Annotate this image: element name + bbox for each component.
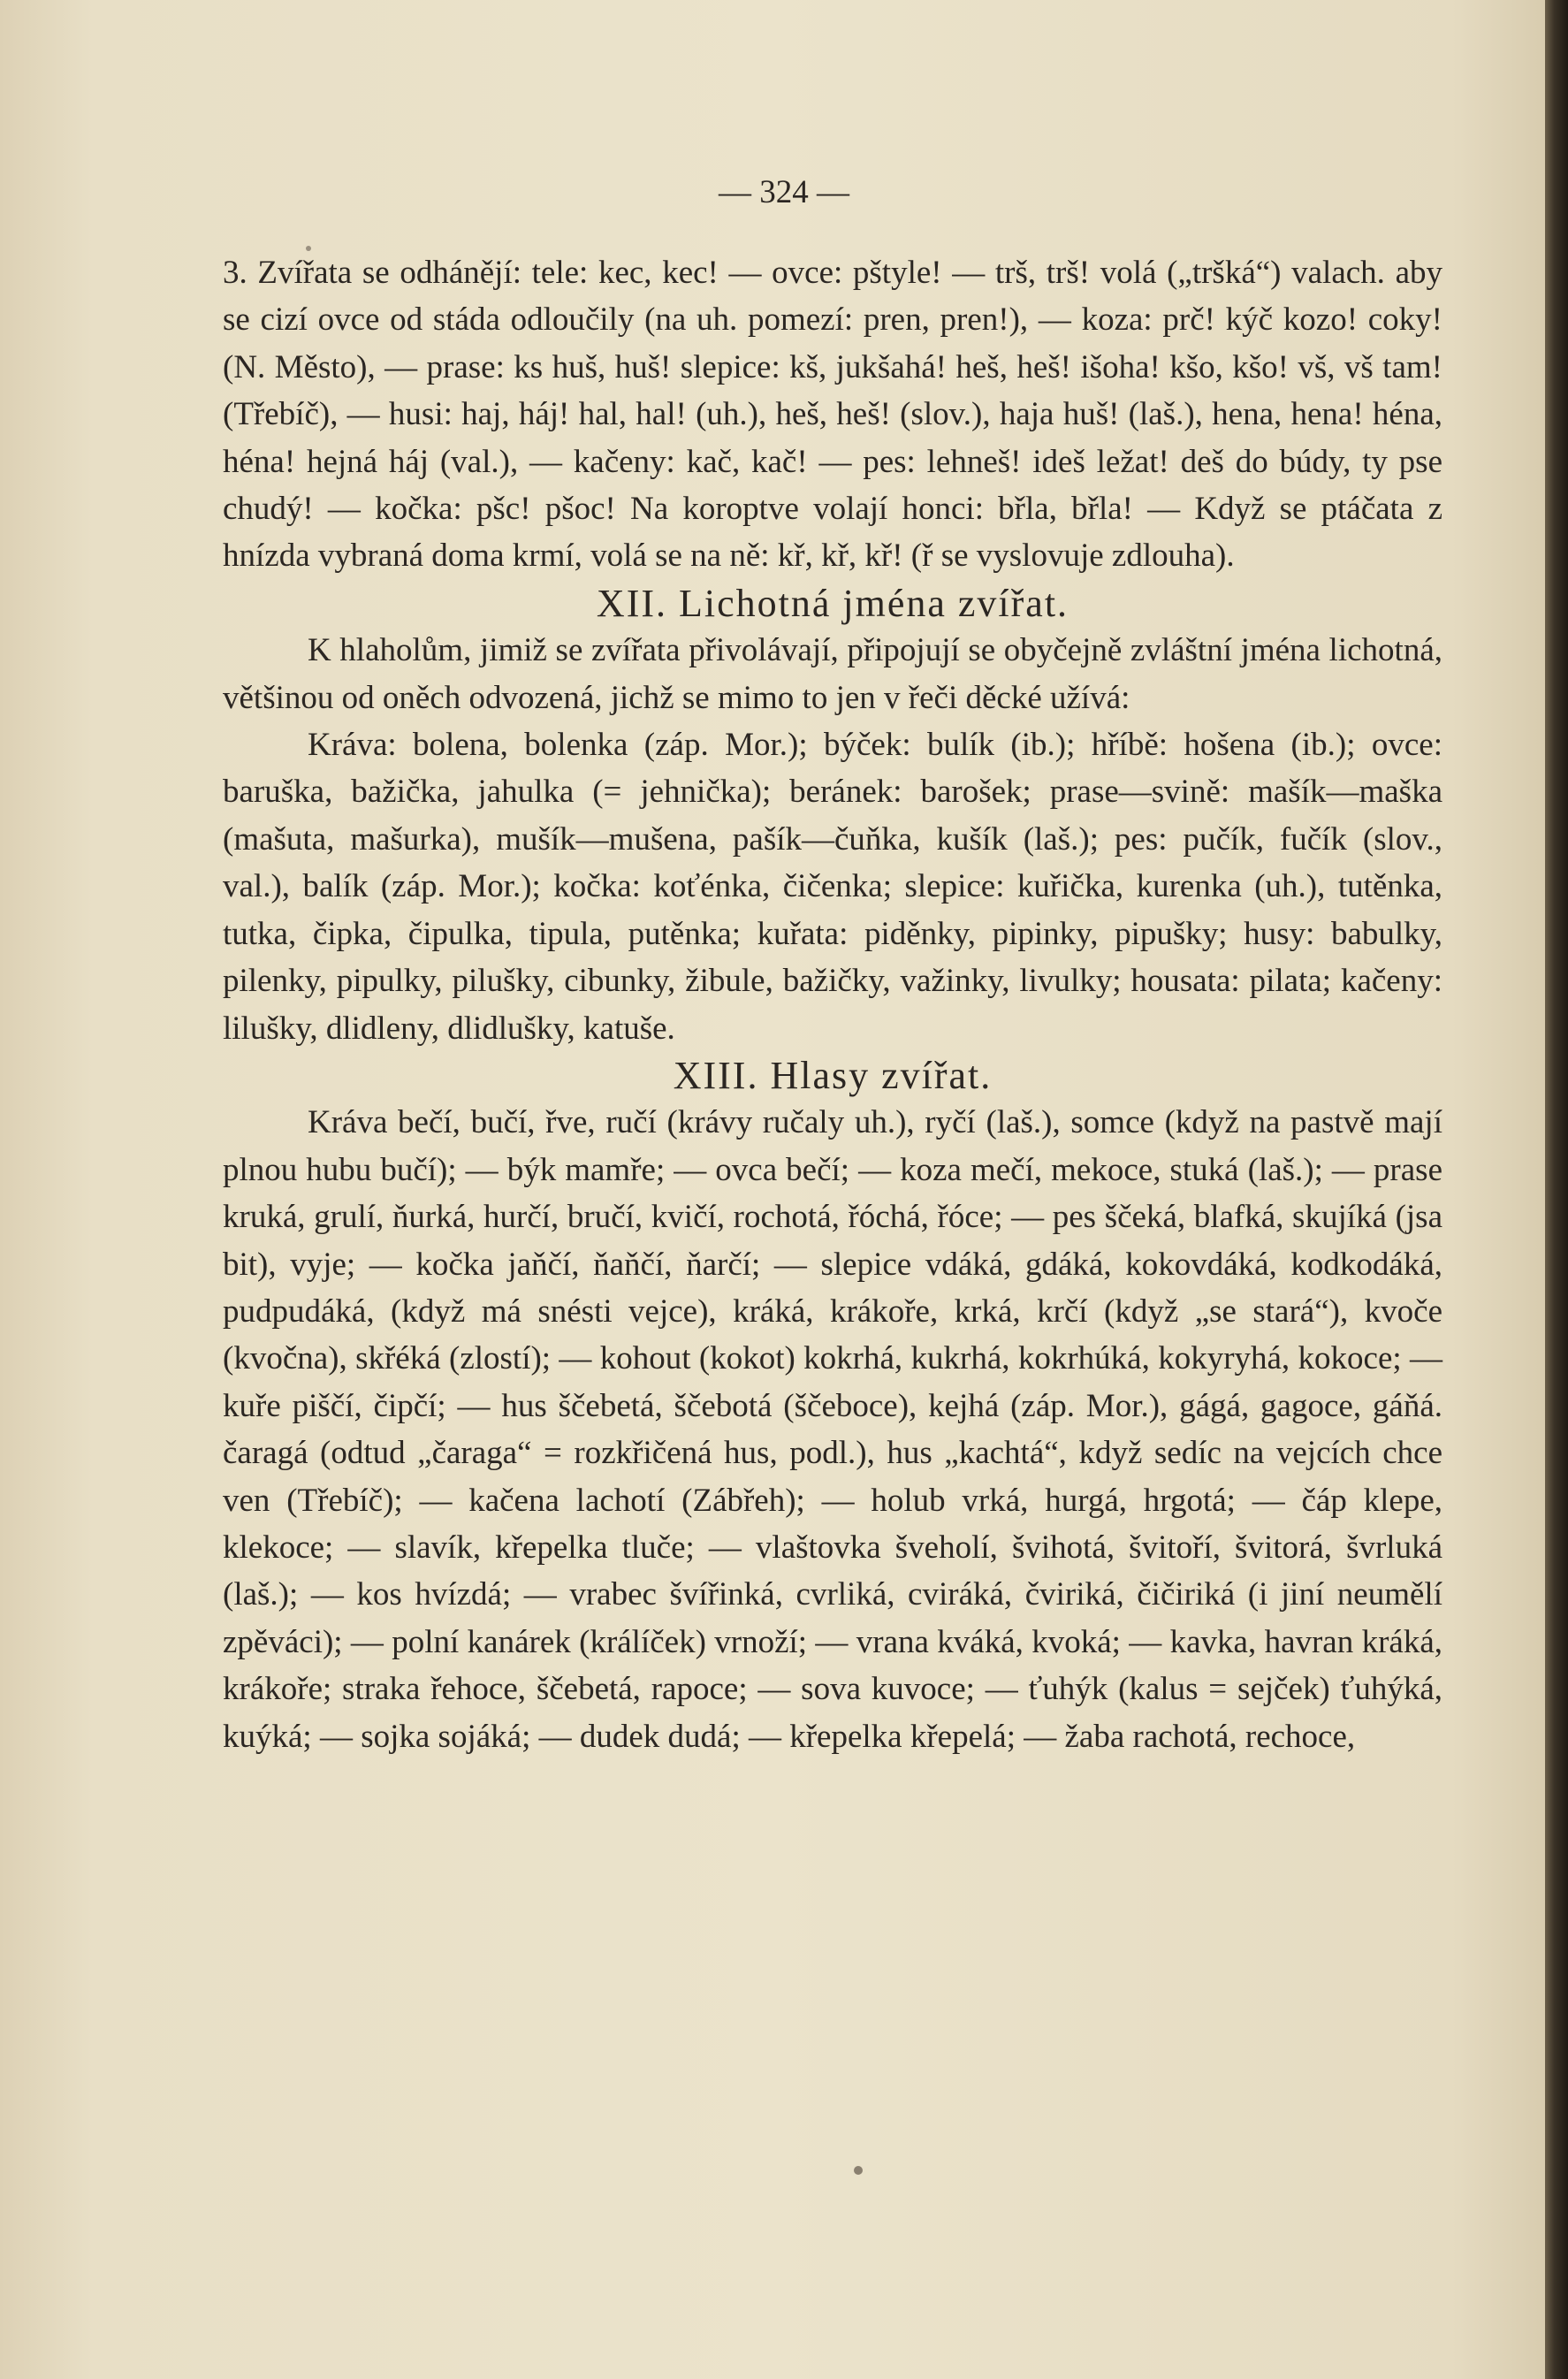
body-text bbox=[223, 249, 1442, 1760]
page-number: — 324 — bbox=[719, 174, 849, 210]
paragraph-xii-intro: K hlaholům, jimiž se zvířata přivolávají, připojují se obyčejně zvláštní jména lichotná, většinou od oněch odvozená, jichž se mimo to jen v řeči děcké užívá: bbox=[223, 632, 1442, 716]
ink-dot bbox=[854, 2166, 863, 2175]
paragraph-xii-names: Kráva: bolena, bolenka (záp. Mor.); býček: bulík (ib.); hříbě: hošena (ib.); ovce: baruška, bažička, jahulka (= jehnička); beránek: barošek; prase—svině: mašík—maška (mašuta, mašurka), mušík—mušena, pašík—čuňka, kušík (laš.); pes: pučík, fučík (slov., val.), balík (záp. Mor.); kočka: koťénka, čičenka; slepice: kuřička, kurenka (uh.), tutěnka, tutka, čipka, čipulka, tipula, putěnka; kuřata: piděnky, pipinky, pipušky; husy: babulky, pilenky, pipulky, pilušky, cibunky, žibule, bažičky, važinky, livulky; housata: pilata; kačeny: lilušky, dlidleny, dlidlušky, katuše. bbox=[223, 727, 1442, 1047]
book-spine bbox=[1545, 0, 1568, 2379]
heading-xii: XII. Lichotná jména zvířat. bbox=[596, 581, 1069, 625]
heading-xiii: XIII. Hlasy zvířat. bbox=[673, 1053, 993, 1097]
section-3-paragraph: 3. Zvířata se odhánějí: tele: kec, kec! — ovce: pštyle! — trš, trš! volá („tršká“) valach. aby se cizí ovce od stáda odloučily (na uh. pomezí: pren, pren!), — koza: prč! kýč kozo! coky! (N. Město), — prase: ks huš, huš! slepice: kš, jukšahá! heš, heš! išoha! kšo, kšo! vš, vš tam! (Třebíč), — husi: haj, háj! hal, hal! (uh.), heš, heš! (slov.), haja huš! (laš.), hena, hena! héna, héna! hejná háj (val.), — kačeny: kač, kač! — pes: lehneš! ideš ležat! deš do búdy, ty pse chudý! — kočka: pšc! pšoc! Na koroptve volají honci: břla, břla! — Když se ptáčata z hnízda vybraná doma krmí, volá se na ně: kř, kř, kř! (ř se vyslovuje zdlouha). bbox=[223, 255, 1442, 575]
paragraph-xiii-voices: Kráva bečí, bučí, řve, ručí (krávy ručaly uh.), ryčí (laš.), somce (když na pastvě mají plnou hubu bučí); — býk mamře; — ovca bečí; — koza mečí, mekoce, stuká (laš.); — prase kruká, grulí, ňurká, hurčí, bručí, kvičí, rochotá, řóchá, řóce; — pes ščeká, blafká, skujíká (jsa bit), vyje; — kočka jaňčí, ňaňčí, ňarčí; — slepice vdáká, gdáká, kokovdáká, kodkodáká, pudpudáká, (když má snésti vejce), kráká, krákoře, krká, krčí (když „se stará“), kvoče (kvočna), skřéká (zlostí); — kohout (kokot) kokrhá, kukrhá, kokrhúká, kokyryhá, kokoce; — kuře piščí, čipčí; — hus ščebetá, ščebotá (ščeboce), kejhá (záp. Mor.), gágá, gagoce, gáňá. čaragá (odtud „čaraga“ = rozkřičená hus, podl.), hus „kachtá“, když sedíc na vejcích chce ven (Třebíč); — kačena lachotí (Zábřeh); — holub vrká, hurgá, hrgotá; — čáp klepe, klekoce; — slavík, křepelka tluče; — vlaštovka šveholí, švihotá, švitoří, švitorá, švrluká (laš.); — kos hvízdá; — vrabec švířinká, cvrliká, cviráká, čviriká, čičiriká (i jiní neumělí zpěváci); — polní kanárek (králíček) vrnoží; — vrana kváká, kvoká; — kavka, havran kráká, krákoře; straka řehoce, ščebetá, rapoce; — sova kuvoce; — ťuhýk (kalus = sejček) ťuhýká, kuýká; — sojka sojáká; — dudek dudá; — křepelka křepelá; — žaba rachotá, rechoce, bbox=[223, 1104, 1442, 1755]
